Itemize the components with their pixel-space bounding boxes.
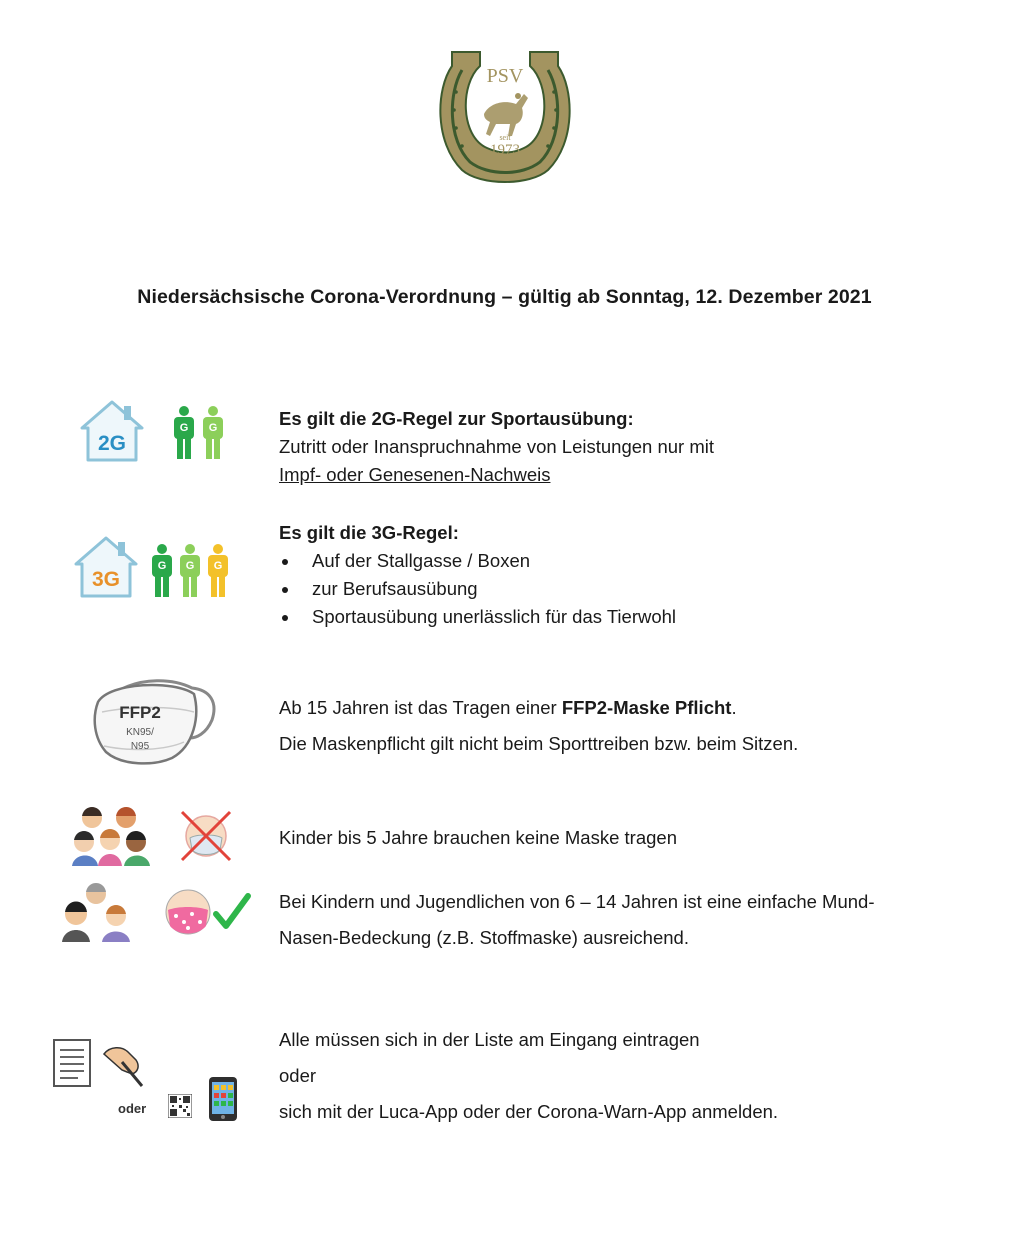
section-3g-title: Es gilt die 3G-Regel: bbox=[279, 522, 459, 543]
mask-label: FFP2 bbox=[119, 703, 161, 722]
no-mask-icon bbox=[176, 806, 236, 866]
kids-6-14-line2: Nasen-Bedeckung (z.B. Stoffmaske) ausreichend. bbox=[279, 927, 689, 948]
section-2g-text bbox=[279, 405, 959, 489]
logo-since-label: seit bbox=[499, 133, 511, 142]
house-2g-label: 2G bbox=[97, 432, 127, 455]
svg-text:G: G bbox=[213, 560, 223, 572]
registration-line1: Alle müssen sich in der Liste am Eingang eintragen bbox=[279, 1029, 700, 1050]
smartphone-icon bbox=[208, 1076, 238, 1122]
svg-text:G: G bbox=[179, 422, 189, 434]
psv-logo bbox=[432, 44, 578, 194]
registration-line3: sich mit der Luca-App oder der Corona-Warn-App anmelden. bbox=[279, 1101, 779, 1122]
youth-group-icon bbox=[60, 880, 136, 942]
svg-text:G: G bbox=[185, 560, 195, 572]
page-title: Niedersächsische Corona-Verordnung – gültig ab Sonntag, 12. Dezember 2021 bbox=[137, 286, 872, 308]
house-3g-icon bbox=[72, 534, 140, 600]
paper-list-icon bbox=[52, 1038, 92, 1088]
list-item: Auf der Stallgasse / Boxen bbox=[279, 547, 959, 575]
section-3g-list bbox=[279, 547, 959, 631]
logo-year: 1973 bbox=[490, 142, 520, 158]
kids-6-14-text bbox=[279, 884, 979, 956]
section-mask-line2: Die Maskenpflicht gilt nicht beim Sporttreiben bzw. beim Sitzen. bbox=[279, 733, 799, 754]
mask-sub1: KN95/ bbox=[126, 727, 154, 738]
two-persons-icon bbox=[170, 404, 228, 462]
section-2g-line2: Impf- oder Genesenen-Nachweis bbox=[279, 464, 551, 485]
house-2g-icon bbox=[78, 398, 146, 464]
house-3g-label: 3G bbox=[91, 568, 121, 591]
mask-sub2: N95 bbox=[130, 741, 150, 752]
section-mask-text bbox=[279, 690, 979, 762]
list-item: Sportausübung unerlässlich für das Tierwohl bbox=[279, 603, 959, 631]
children-group-icon bbox=[70, 804, 152, 866]
cloth-mask-check-icon bbox=[160, 884, 254, 942]
registration-text bbox=[279, 1022, 979, 1130]
svg-text:G: G bbox=[157, 560, 167, 572]
kids-under5-text: Kinder bis 5 Jahre brauchen keine Maske tragen bbox=[279, 827, 677, 848]
logo-text: PSV bbox=[486, 65, 524, 87]
registration-line2: oder bbox=[279, 1065, 317, 1086]
svg-text:G: G bbox=[208, 422, 218, 434]
three-persons-icon bbox=[148, 542, 234, 600]
section-mask-line1: Ab 15 Jahren ist das Tragen einer FFP2-Maske Pflicht. bbox=[279, 697, 737, 718]
section-2g-title: Es gilt die 2G-Regel zur Sportausübung: bbox=[279, 408, 634, 429]
icon-oder-label: oder bbox=[118, 1101, 147, 1116]
section-2g-line1: Zutritt oder Inanspruchnahme von Leistungen nur mit bbox=[279, 436, 714, 457]
kids-6-14-line1: Bei Kindern und Jugendlichen von 6 – 14 Jahren ist eine einfache Mund- bbox=[279, 891, 875, 912]
qr-code-icon bbox=[168, 1094, 192, 1118]
list-item: zur Berufsausübung bbox=[279, 575, 959, 603]
section-3g-text bbox=[279, 519, 959, 631]
writing-hand-icon bbox=[100, 1040, 146, 1090]
ffp2-mask-icon bbox=[92, 672, 222, 770]
